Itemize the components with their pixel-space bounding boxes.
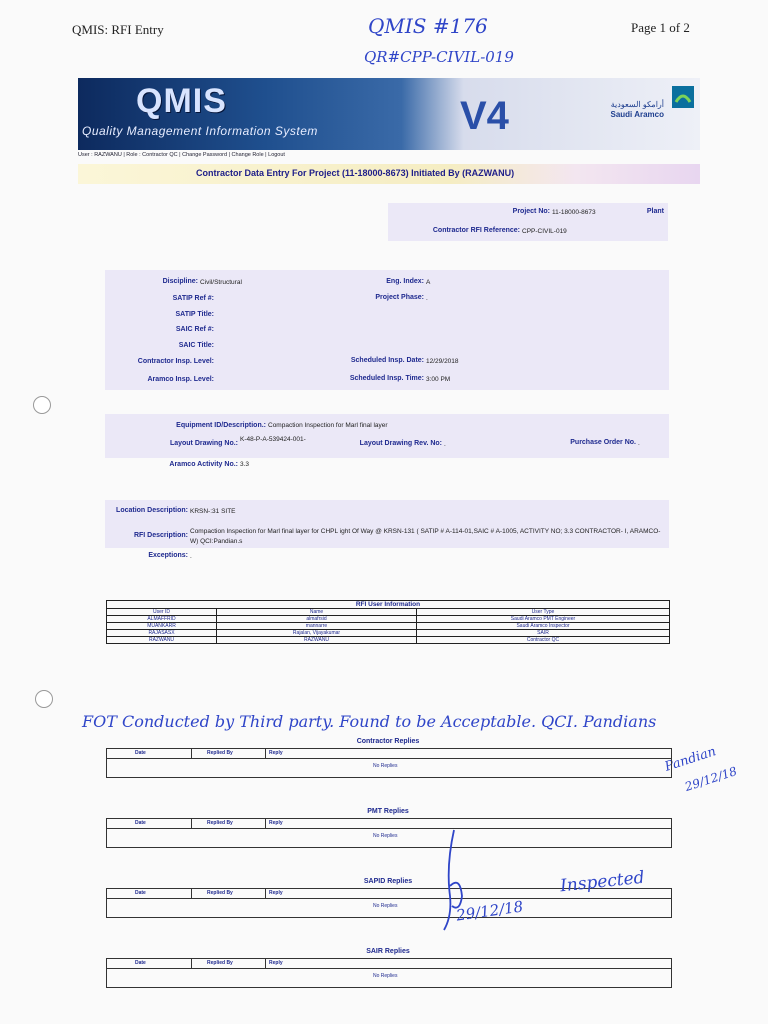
- location-label: Location Description:: [116, 507, 188, 514]
- user-table-title: RFI User Information: [107, 601, 670, 609]
- name-cell: Rajalan, Vijayakumar: [217, 630, 417, 637]
- layout-rev-label: Layout Drawing Rev. No:: [359, 440, 442, 447]
- reply-col-date: Date: [135, 820, 146, 826]
- reply-col-replied-by: Replied By: [207, 820, 233, 826]
- name-cell: RAZWANU: [217, 637, 417, 644]
- user-id-cell: MUANKARR: [107, 623, 217, 630]
- eng-index-value: A: [426, 279, 431, 286]
- purchase-order-label: Purchase Order No.: [570, 439, 636, 446]
- reply-col-date: Date: [135, 960, 146, 966]
- version-label: V4: [460, 94, 509, 138]
- reply-title: Contractor Replies: [356, 738, 420, 745]
- equipment-value: Compaction Inspection for Marl final layer: [268, 422, 388, 429]
- aramco-logo-icon: [670, 84, 696, 110]
- qmis-logo: QMIS: [136, 82, 227, 120]
- exceptions-value: .: [190, 553, 192, 560]
- scheduled-time-label: Scheduled Insp. Time:: [349, 375, 424, 382]
- satip-ref-label: SATIP Ref #:: [172, 295, 214, 302]
- equipment-label: Equipment ID/Description.:: [176, 422, 266, 429]
- user-type-cell: Saudi Aramco Inspector: [417, 623, 670, 630]
- table-row: [107, 623, 670, 630]
- qmis-subtitle: Quality Management Information System: [82, 124, 318, 138]
- binder-hole: [35, 690, 53, 708]
- rfi-reference-value: CPP-CIVIL-019: [522, 228, 567, 235]
- rfi-user-table: [106, 600, 670, 644]
- col-name: Name: [217, 609, 417, 616]
- reply-title: SAIR Replies: [366, 948, 410, 955]
- no-replies-text: No Replies: [373, 903, 398, 909]
- col-user-type: User Type: [417, 609, 670, 616]
- eng-index-label: Eng. Index:: [386, 278, 424, 285]
- handwritten-qr-reference: QR#CPP-CIVIL-019: [364, 48, 514, 66]
- project-phase-value: .: [426, 295, 428, 302]
- user-nav-bar[interactable]: User : RAZWANU | Role : Contractor QC | Change Password | Change Role | Logout: [78, 152, 285, 158]
- handwritten-signature-name: Pandian: [662, 744, 718, 775]
- no-replies-text: No Replies: [373, 833, 398, 839]
- layout-drawing-label: Layout Drawing No.:: [169, 440, 238, 447]
- reply-table: [106, 958, 672, 988]
- name-cell: almafrsid: [217, 616, 417, 623]
- user-type-cell: SAIR: [417, 630, 670, 637]
- activity-no-label: Aramco Activity No.:: [169, 461, 238, 468]
- scheduled-time-value: 3:00 PM: [426, 376, 451, 383]
- page-number: Page 1 of 2: [631, 20, 690, 35]
- print-header-title: QMIS: RFI Entry: [72, 22, 164, 37]
- project-no-label: Project No:: [512, 208, 550, 215]
- user-type-cell: Contractor QC: [417, 637, 670, 644]
- rfi-description-label: RFI Description:: [133, 532, 188, 539]
- brand-english: Saudi Aramco: [610, 110, 664, 119]
- user-id-cell: RAJASASX: [107, 630, 217, 637]
- aramco-insp-level-label: Aramco Insp. Level:: [147, 376, 214, 383]
- saic-ref-label: SAIC Ref #:: [175, 326, 214, 333]
- user-type-cell: Saudi Aramco PMT Engineer: [417, 616, 670, 623]
- reply-col-date: Date: [135, 750, 146, 756]
- rfi-reference-label: Contractor RFI Reference:: [432, 227, 520, 234]
- contractor-insp-level-label: Contractor Insp. Level:: [137, 358, 214, 365]
- handwritten-remark: FOT Conducted by Third party. Found to be Acceptable. QCI. Pandians: [82, 712, 657, 731]
- project-phase-label: Project Phase:: [375, 294, 424, 301]
- reply-col-reply: Reply: [269, 750, 283, 756]
- reply-col-date: Date: [135, 890, 146, 896]
- reply-table: [106, 748, 672, 778]
- handwritten-signature-date: 29/12/18: [683, 764, 739, 794]
- no-replies-text: No Replies: [373, 763, 398, 769]
- qmis-banner: [78, 78, 700, 150]
- handwritten-inspected: Inspected: [559, 867, 646, 897]
- col-user-id: User ID: [107, 609, 217, 616]
- reply-col-reply: Reply: [269, 960, 283, 966]
- rfi-description-value: Compaction Inspection for Marl final layer for CHPL ight Of Way @ KRSN-131 ( SATIP # A-114-01,SAIC # A-1005, ACTIVITY NO; 3.3 CONTRACTOR- I, ARAMCO- W) QCI:Pandian.s: [190, 528, 661, 545]
- layout-drawing-value: K-48-P-A-539424-001-: [240, 436, 306, 443]
- saic-title-label: SAIC Title:: [178, 342, 214, 349]
- no-replies-text: No Replies: [373, 973, 398, 979]
- satip-title-label: SATIP Title:: [175, 311, 214, 318]
- reply-col-reply: Reply: [269, 820, 283, 826]
- reply-title: SAPID Replies: [363, 878, 413, 885]
- binder-hole: [33, 396, 51, 414]
- layout-rev-value: .: [444, 441, 446, 448]
- equipment-panel: [105, 414, 669, 458]
- scheduled-date-value: 12/29/2018: [426, 358, 459, 365]
- location-value: KRSN-:31 SITE: [190, 508, 236, 515]
- discipline-label: Discipline:: [162, 278, 198, 285]
- reply-col-reply: Reply: [269, 890, 283, 896]
- table-row: [107, 637, 670, 644]
- activity-no-value: 3.3: [240, 461, 250, 468]
- user-id-cell: RAZWANU: [107, 637, 217, 644]
- scheduled-date-label: Scheduled Insp. Date:: [350, 357, 424, 364]
- handwritten-signature2-date: 29/12/18: [455, 897, 525, 925]
- table-row: [107, 630, 670, 637]
- table-row: [107, 616, 670, 623]
- reply-table: [106, 818, 672, 848]
- page-title-bar: [78, 164, 700, 184]
- name-cell: mannarre: [217, 623, 417, 630]
- handwritten-qmis-number: QMIS #176: [368, 14, 488, 38]
- exceptions-label: Exceptions:: [148, 552, 188, 559]
- purchase-order-value: .: [638, 440, 640, 447]
- plant-label: Plant: [646, 208, 664, 215]
- saudi-aramco-brand: [602, 100, 664, 120]
- reply-col-replied-by: Replied By: [207, 750, 233, 756]
- reply-col-replied-by: Replied By: [207, 890, 233, 896]
- user-id-cell: ALMAFFRID: [107, 616, 217, 623]
- discipline-value: Civil/Structural: [200, 279, 242, 286]
- page-title: Contractor Data Entry For Project (11-18000-8673) Initiated By (RAZWANU): [196, 168, 515, 178]
- reply-col-replied-by: Replied By: [207, 960, 233, 966]
- brand-arabic: أرامكو السعودية: [610, 100, 664, 109]
- project-no-value: 11-18000-8673: [552, 209, 596, 216]
- reply-title: PMT Replies: [367, 808, 409, 815]
